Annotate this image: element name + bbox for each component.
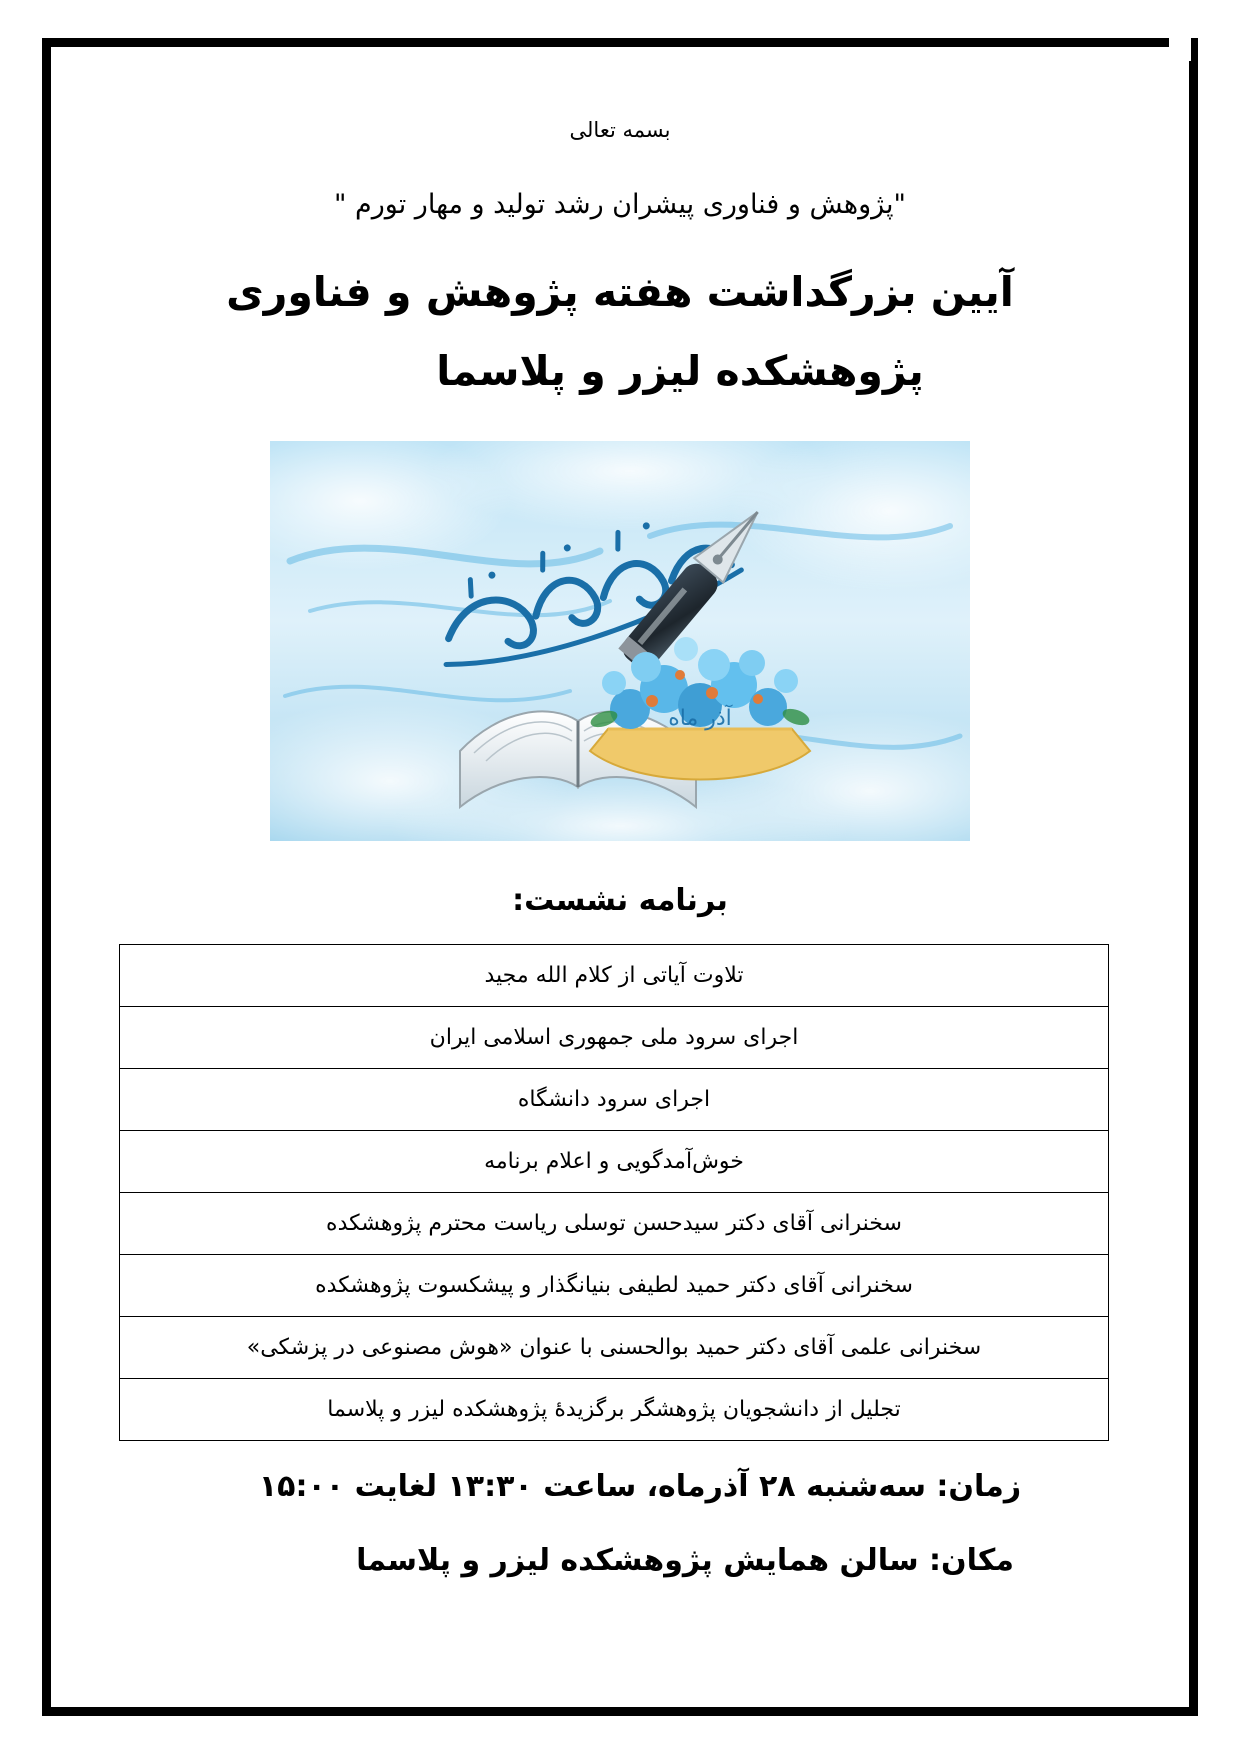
page-subtitle: پژوهشکده لیزر و پلاسما [436, 347, 924, 396]
table-row [120, 1192, 1109, 1254]
program-item: اجرای سرود ملی جمهوری اسلامی ایران [120, 1006, 1109, 1068]
research-week-banner [270, 441, 970, 841]
page-title: آیین بزرگداشت هفته پژوهش و فناوری [226, 267, 1014, 316]
program-item: سخنرانی علمی آقای دکتر حمید بوالحسنی با عنوان «هوش مصنوعی در پزشکی» [120, 1316, 1109, 1378]
event-time: زمان: سه‌شنبه ۲۸ آذرماه، ساعت ۱۳:۳۰ لغایت ۱۵:۰۰ [258, 1468, 1022, 1504]
table-row [120, 1316, 1109, 1378]
program-item: تلاوت آیاتی از کلام الله مجید [120, 944, 1109, 1006]
banner-illustration [270, 441, 970, 841]
table-row [120, 1254, 1109, 1316]
event-place: مکان: سالن همایش پژوهشکده لیزر و پلاسما [356, 1542, 1014, 1578]
poster-page-frame [42, 38, 1198, 1716]
table-row [120, 1006, 1109, 1068]
program-item: اجرای سرود دانشگاه [120, 1068, 1109, 1130]
program-item: خوش‌آمدگویی و اعلام برنامه [120, 1130, 1109, 1192]
table-row [120, 1130, 1109, 1192]
program-item: سخنرانی آقای دکتر سیدحسن توسلی ریاست محترم پژوهشکده [120, 1192, 1109, 1254]
table-row [120, 944, 1109, 1006]
program-heading: برنامه نشست: [512, 882, 728, 918]
basmalah-text: بسمه تعالی [569, 118, 671, 142]
table-row [120, 1068, 1109, 1130]
poster-content [51, 47, 1189, 1707]
svg-text:آذر ماه: آذر ماه [668, 705, 732, 731]
program-item: سخنرانی آقای دکتر حمید لطیفی بنیانگذار و پیشکسوت پژوهشکده [120, 1254, 1109, 1316]
table-row [120, 1378, 1109, 1440]
program-item: تجلیل از دانشجویان پژوهشگر برگزیدۀ پژوهشکده لیزر و پلاسما [120, 1378, 1109, 1440]
program-table [119, 944, 1109, 1441]
year-slogan-text: "پژوهش و فناوری پیشران رشد تولید و مهار تورم " [334, 189, 906, 221]
